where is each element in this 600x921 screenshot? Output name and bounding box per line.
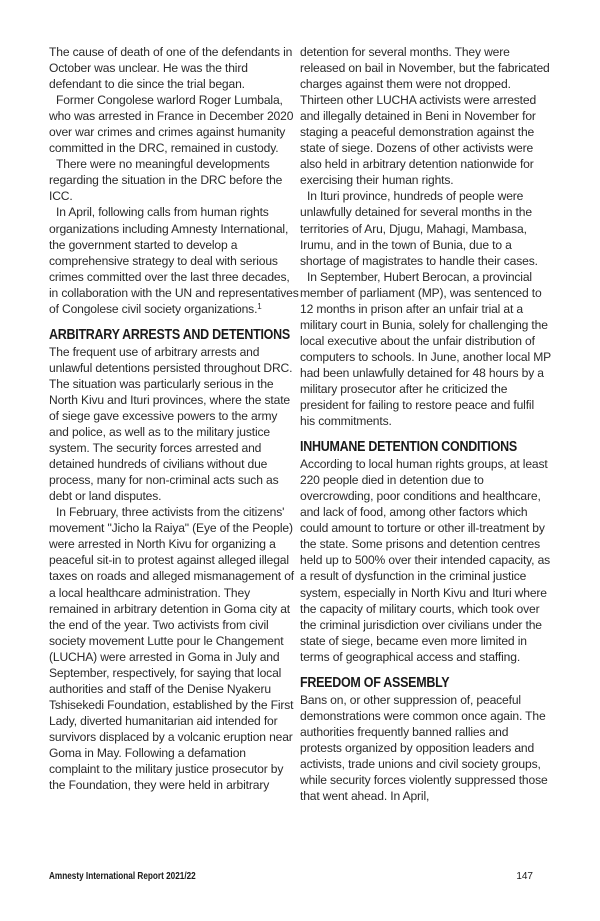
- page-number: 147: [516, 871, 533, 882]
- paragraph: According to local human rights groups, at least 220 people died in detention due to overcrowding, poor conditions and healthcare, and lack of food, among other factors which could amount to torture or other ill-treatment by the state. Some prisons and detention centres held up to 500% over their intended capacity, as a result of dysfunction in the criminal justice system, especially in North Kivu and Ituri where the capacity of military courts, which took over the criminal jurisdiction over civilians under the state of siege, became even more limited in terms of geographical access and staffing.: [300, 457, 551, 664]
- paragraph: [49, 204, 299, 316]
- paragraph: Bans on, or other suppression of, peaceful demonstrations were common once again. The authorities frequently banned rallies and protests organized by opposition leaders and activists, trade unions and civil society groups, while security forces violently suppressed those that went ahead. In April,: [300, 692, 548, 804]
- paragraph: In September, Hubert Berocan, a provincial member of parliament (MP), was sentenced to 12 months in prison after an unfair trial at a military court in Bunia, solely for challenging the local executive about the unfair distribution of computers to schools. In June, another local MP had been unlawfully detained for 48 hours by a military prosecutor after he criticized the president for failing to restore peace and fulfil his commitments.: [300, 269, 551, 429]
- paragraph: In Ituri province, hundreds of people were unlawfully detained for several months in the territories of Aru, Djugu, Mahagi, Mambasa, Irumu, and in the town of Bunia, due to a shortage of magistrates to handle their cases.: [300, 189, 538, 268]
- paragraph-text: In April, following calls from human rights organizations including Amnesty International, the government started to develop a comprehensive strategy to deal with serious crimes committed over the last three decades, in collaboration with the UN and representatives of Congolese civil society organizations.: [49, 205, 299, 316]
- paragraph: In February, three activists from the citizens' movement "Jicho la Raiya" (Eye of the People) were arrested in North Kivu for organizing a peaceful sit-in to protest against alleged illegal taxes on roads and alleged mismanagement of a local healthcare administration. They remained in arbitrary detention in Goma city at the end of the year. Two activists from civil society movement Lutte pour le Changement (LUCHA) were arrested in Goma in July and September, respectively, for saying that local authorities and staff of the Denise Nyakeru Tshisekedi Foundation, established by the First Lady, diverted humanitarian aid intended for survivors displaced by a volcanic eruption near Goma in May. Following a defamation complaint to the military justice prosecutor by the Foundation, they were held in arbitrary: [49, 505, 294, 793]
- footnote-reference[interactable]: 1: [257, 301, 262, 311]
- right-column: [300, 44, 552, 804]
- left-column: [49, 44, 299, 793]
- paragraph: detention for several months. They were released on bail in November, but the fabricated charges against them were not dropped. Thirteen other LUCHA activists were arrested and illegally detained in Beni in November for staging a peaceful demonstration against the state of siege. Dozens of other activists were also held in arbitrary detention nationwide for exercising their human rights.: [300, 45, 550, 188]
- paragraph: Former Congolese warlord Roger Lumbala, who was arrested in France in December 2020 over war crimes and crimes against humanity committed in the DRC, remained in custody.: [49, 93, 294, 156]
- section-heading-freedom-of-assembly: FREEDOM OF ASSEMBLY: [300, 674, 450, 691]
- paragraph: The frequent use of arbitrary arrests and unlawful detentions persisted throughout DRC. The situation was particularly serious in the North Kivu and Ituri provinces, where the state of siege gave excessive powers to the army and police, as well as to the military justice system. The security forces arrested and detained hundreds of civilians without due process, many for non-criminal acts such as debt or land disputes.: [49, 344, 293, 504]
- paragraph: There were no meaningful developments regarding the situation in the DRC before the ICC.: [49, 157, 283, 204]
- footer-report-title: Amnesty International Report 2021/22: [49, 871, 196, 882]
- section-heading-arbitrary-arrests: ARBITRARY ARRESTS AND DETENTIONS: [49, 326, 290, 343]
- section-heading-inhumane-detention: INHUMANE DETENTION CONDITIONS: [300, 439, 517, 456]
- paragraph: The cause of death of one of the defendants in October was unclear. He was the third defendant to die since the trial began.: [49, 45, 293, 92]
